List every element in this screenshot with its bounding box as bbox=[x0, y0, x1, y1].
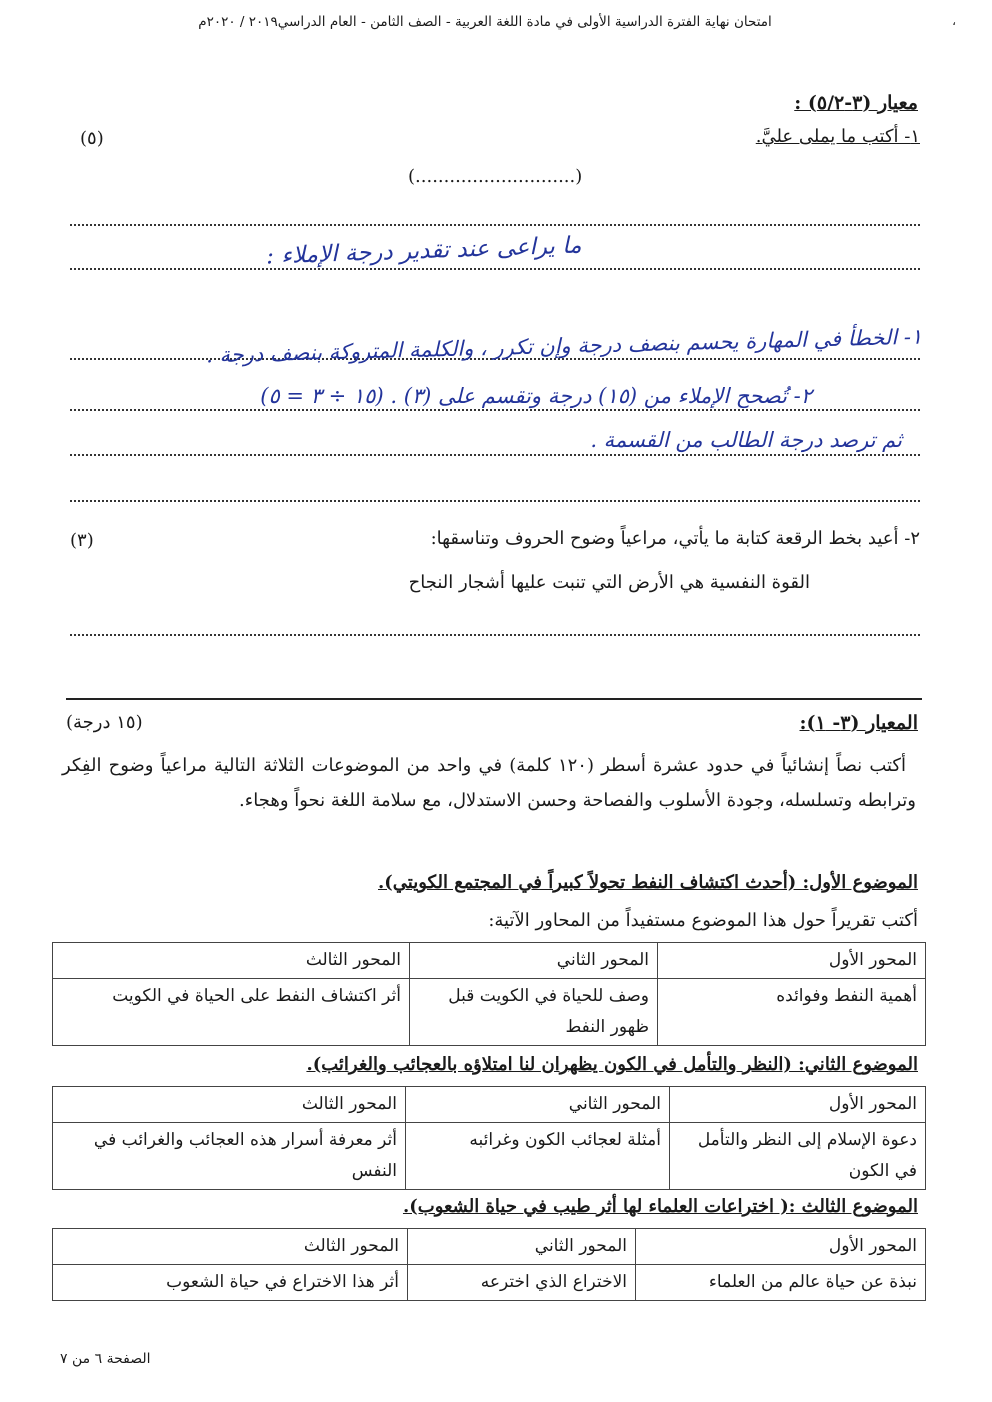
axis-cell: أمثلة لعجائب الكون وغرائبه bbox=[406, 1123, 670, 1190]
table-row bbox=[53, 979, 926, 1046]
handwritten-note-heading: ما يراعى عند تقدير درجة الإملاء : bbox=[266, 232, 583, 270]
handwritten-note-line2: ٢- تُصحح الإملاء من (١٥) درجة وتقسم على (٣) . (١٥ ÷ ٣ = ٥) bbox=[260, 384, 812, 408]
table-row bbox=[53, 1229, 926, 1265]
axis-cell: نبذة عن حياة عالم من العلماء bbox=[636, 1265, 926, 1301]
topic3-label: الموضوع الثالث :( اختراعات العلماء لها أثر طيب في حياة الشعوب). bbox=[402, 1196, 918, 1217]
table-row bbox=[53, 943, 926, 979]
writing-line-2 bbox=[70, 268, 920, 270]
dictation-title-blank: (............................) bbox=[408, 166, 583, 187]
corner-mark: ، bbox=[952, 14, 956, 28]
writing-line-1 bbox=[70, 224, 920, 226]
axis-header: المحور الثاني bbox=[406, 1087, 670, 1123]
handwritten-note-line3: ثم ترصد درجة الطالب من القسمة . bbox=[590, 428, 902, 452]
axis-cell: أثر هذا الاختراع في حياة الشعوب bbox=[53, 1265, 408, 1301]
q2-mark: (٣) bbox=[70, 530, 94, 551]
q2-sentence: القوة النفسية هي الأرض التي تنبت عليها أشجار النجاح bbox=[408, 572, 810, 593]
page-number: الصفحة ٦ من ٧ bbox=[60, 1351, 151, 1367]
section-divider bbox=[66, 698, 922, 700]
section2-mark: (١٥ درجة) bbox=[66, 712, 143, 733]
essay-instruction: أكتب نصاً إنشائياً في حدود عشرة أسطر (١٢٠ كلمة) في واحد من الموضوعات الثلاثة التالية مراعياً وضوح الفِكر وترابطه وتسلسله، وجودة الأسلوب والفصاحة وحسن الاستدلال، مع سلامة اللغة نحواً وهجاء. bbox=[62, 755, 916, 811]
axis-header: المحور الثالث bbox=[53, 1229, 408, 1265]
section1-title: معيار (٣-٥/٢) : bbox=[794, 92, 918, 114]
q1-text: ١- أكتب ما يملى عليَّ. bbox=[755, 126, 920, 147]
axis-cell: دعوة الإسلام إلى النظر والتأمل في الكون bbox=[670, 1123, 926, 1190]
q2-text: ٢- أعيد بخط الرقعة كتابة ما يأتي، مراعياً وضوح الحروف وتناسقها: bbox=[430, 528, 920, 549]
writing-line-7 bbox=[70, 634, 920, 636]
axis-header: المحور الثاني bbox=[410, 943, 658, 979]
axis-header: المحور الأول bbox=[670, 1087, 926, 1123]
topic2-label: الموضوع الثاني: (النظر والتأمل في الكون يظهران لنا امتلاؤه بالعجائب والغرائب). bbox=[306, 1054, 918, 1075]
axis-cell: أثر اكتشاف النفط على الحياة في الكويت bbox=[53, 979, 410, 1046]
table-row bbox=[53, 1265, 926, 1301]
topic3-axes-table bbox=[52, 1228, 926, 1301]
writing-line-4 bbox=[70, 409, 920, 411]
axis-header: المحور الثاني bbox=[408, 1229, 636, 1265]
axis-header: المحور الأول bbox=[636, 1229, 926, 1265]
writing-line-6 bbox=[70, 500, 920, 502]
handwritten-note-line1: ١- الخطأ في المهارة يحسم بنصف درجة وإن تكرر ، والكلمة المتروكة بنصف درجة . bbox=[205, 324, 923, 368]
axis-cell: الاختراع الذي اخترعه bbox=[408, 1265, 636, 1301]
writing-line-5 bbox=[70, 454, 920, 456]
topic1-label: الموضوع الأول: (أحدث اكتشاف النفط تحولاً كبيراً في المجتمع الكويتي). bbox=[378, 872, 918, 893]
exam-header-title: امتحان نهاية الفترة الدراسية الأولى في مادة اللغة العربية - الصف الثامن - العام الدراسي٢٠١٩ / ٢٠٢٠م bbox=[198, 14, 772, 30]
table-row bbox=[53, 1123, 926, 1190]
axis-header: المحور الثالث bbox=[53, 943, 410, 979]
axis-header: المحور الأول bbox=[658, 943, 926, 979]
axis-cell: أثر معرفة أسرار هذه العجائب والغرائب في النفس bbox=[53, 1123, 406, 1190]
topic1-intro: أكتب تقريراً حول هذا الموضوع مستفيداً من المحاور الآتية: bbox=[488, 910, 918, 931]
axis-cell: أهمية النفط وفوائده bbox=[658, 979, 926, 1046]
q1-mark: (٥) bbox=[80, 128, 104, 149]
section2-title: المعيار (٣- ١): bbox=[799, 712, 918, 734]
table-row bbox=[53, 1087, 926, 1123]
topic1-axes-table bbox=[52, 942, 926, 1046]
axis-cell: وصف للحياة في الكويت قبل ظهور النفط bbox=[410, 979, 658, 1046]
topic2-axes-table bbox=[52, 1086, 926, 1190]
axis-header: المحور الثالث bbox=[53, 1087, 406, 1123]
